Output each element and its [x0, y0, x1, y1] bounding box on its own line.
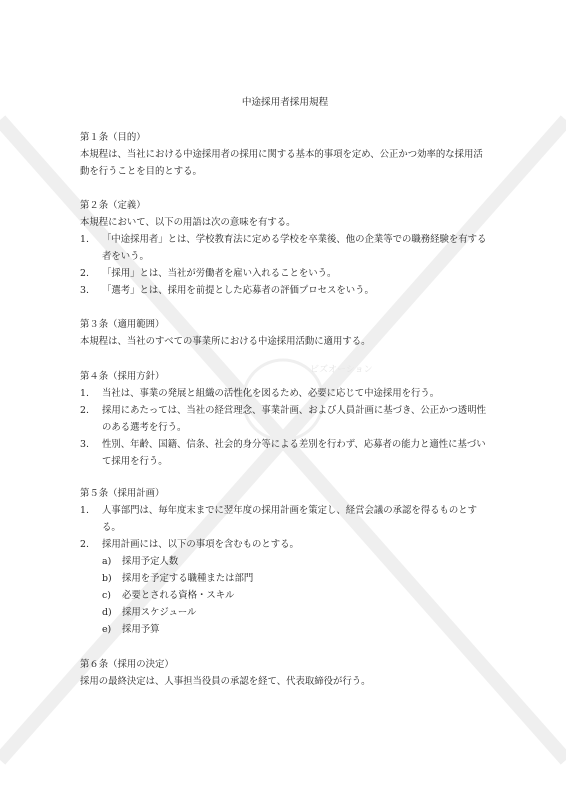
- list-item: [80, 402, 490, 436]
- article-5: [80, 485, 490, 638]
- sub-list-item: [80, 587, 490, 604]
- list-item-number: 1.: [80, 505, 89, 516]
- article-1: [80, 129, 490, 180]
- list-item-number: 3.: [80, 285, 89, 296]
- article-3: [80, 316, 490, 350]
- list-item-text: 「採用」とは、当社が労働者を雇い入れることをいう。: [102, 268, 337, 279]
- sub-list-item: [80, 621, 490, 638]
- sub-list-item-text: 必要とされる資格・スキル: [122, 590, 235, 601]
- list-item: [80, 502, 490, 536]
- list-item-text: 採用計画には、以下の事項を含むものとする。: [102, 539, 299, 550]
- article-heading: 第２条（定義）: [80, 200, 146, 211]
- sub-list-item: [80, 570, 490, 587]
- sub-list-item-text: 採用予定人数: [122, 556, 179, 567]
- article-paragraph: 本規程において、以下の用語は次の意味を有する。: [80, 217, 296, 228]
- article-paragraph: 本規程は、当社のすべての事業所における中途採用活動に適用する。: [80, 336, 371, 347]
- list-item-text: 採用にあたっては、当社の経営理念、事業計画、および人員計画に基づき、公正かつ透明性のある選考を行う。: [102, 405, 487, 433]
- article-paragraph: 採用の最終決定は、人事担当役員の承認を経て、代表取締役が行う。: [80, 676, 371, 687]
- sub-list-item-marker: b): [102, 573, 112, 584]
- list-item-number: 3.: [80, 439, 89, 450]
- list-item-text: 「選考」とは、採用を前提とした応募者の評価プロセスをいう。: [102, 285, 374, 296]
- sub-list-item-text: 採用を予定する職種または部門: [122, 573, 254, 584]
- list-item-number: 1.: [80, 388, 89, 399]
- article-paragraph: 本規程は、当社における中途採用者の採用に関する基本的事項を定め、公正かつ効率的な採用活動を行うことを目的とする。: [80, 149, 483, 177]
- sub-list-item-marker: e): [102, 624, 112, 635]
- list-item-text: 人事部門は、毎年度末までに翌年度の採用計画を策定し、経営会議の承認を得るものとする。: [102, 505, 478, 533]
- article-4: [80, 368, 490, 470]
- sub-list-item-text: 採用スケジュール: [122, 607, 197, 618]
- list-item-number: 2.: [80, 539, 89, 550]
- list-item-number: 2.: [80, 268, 89, 279]
- article-heading: 第３条（適用範囲）: [80, 319, 165, 330]
- list-item: [80, 536, 490, 553]
- sub-list-item-marker: c): [102, 590, 111, 601]
- list-item: [80, 385, 490, 402]
- article-2: [80, 197, 490, 299]
- list-item: [80, 436, 490, 470]
- article-heading: 第６条（採用の決定）: [80, 659, 174, 670]
- list-item: [80, 282, 490, 299]
- list-item: [80, 265, 490, 282]
- article-heading: 第１条（目的）: [80, 132, 146, 143]
- list-item-text: 性別、年齢、国籍、信条、社会的身分等による差別を行わず、応募者の能力と適性に基づいて採用を行う。: [102, 439, 486, 467]
- list-item-number: 2.: [80, 405, 89, 416]
- list-item: [80, 231, 490, 265]
- list-item-text: 「中途採用者」とは、学校教育法に定める学校を卒業後、他の企業等での職務経験を有する者をいう。: [102, 234, 487, 262]
- watermark-text: ビズオーション: [310, 365, 373, 375]
- article-heading: 第５条（採用計画）: [80, 488, 165, 499]
- document-title: 中途採用者採用規程: [241, 97, 329, 108]
- sub-list-item-text: 採用予算: [122, 624, 160, 635]
- sub-list-item-marker: d): [102, 607, 112, 618]
- list-item-number: 1.: [80, 234, 89, 245]
- sub-list-item: [80, 604, 490, 621]
- list-item-text: 当社は、事業の発展と組織の活性化を図るため、必要に応じて中途採用を行う。: [102, 388, 440, 399]
- sub-list-item: [80, 553, 490, 570]
- article-6: [80, 656, 490, 690]
- sub-list-item-marker: a): [102, 556, 112, 567]
- article-heading: 第４条（採用方針）: [80, 371, 165, 382]
